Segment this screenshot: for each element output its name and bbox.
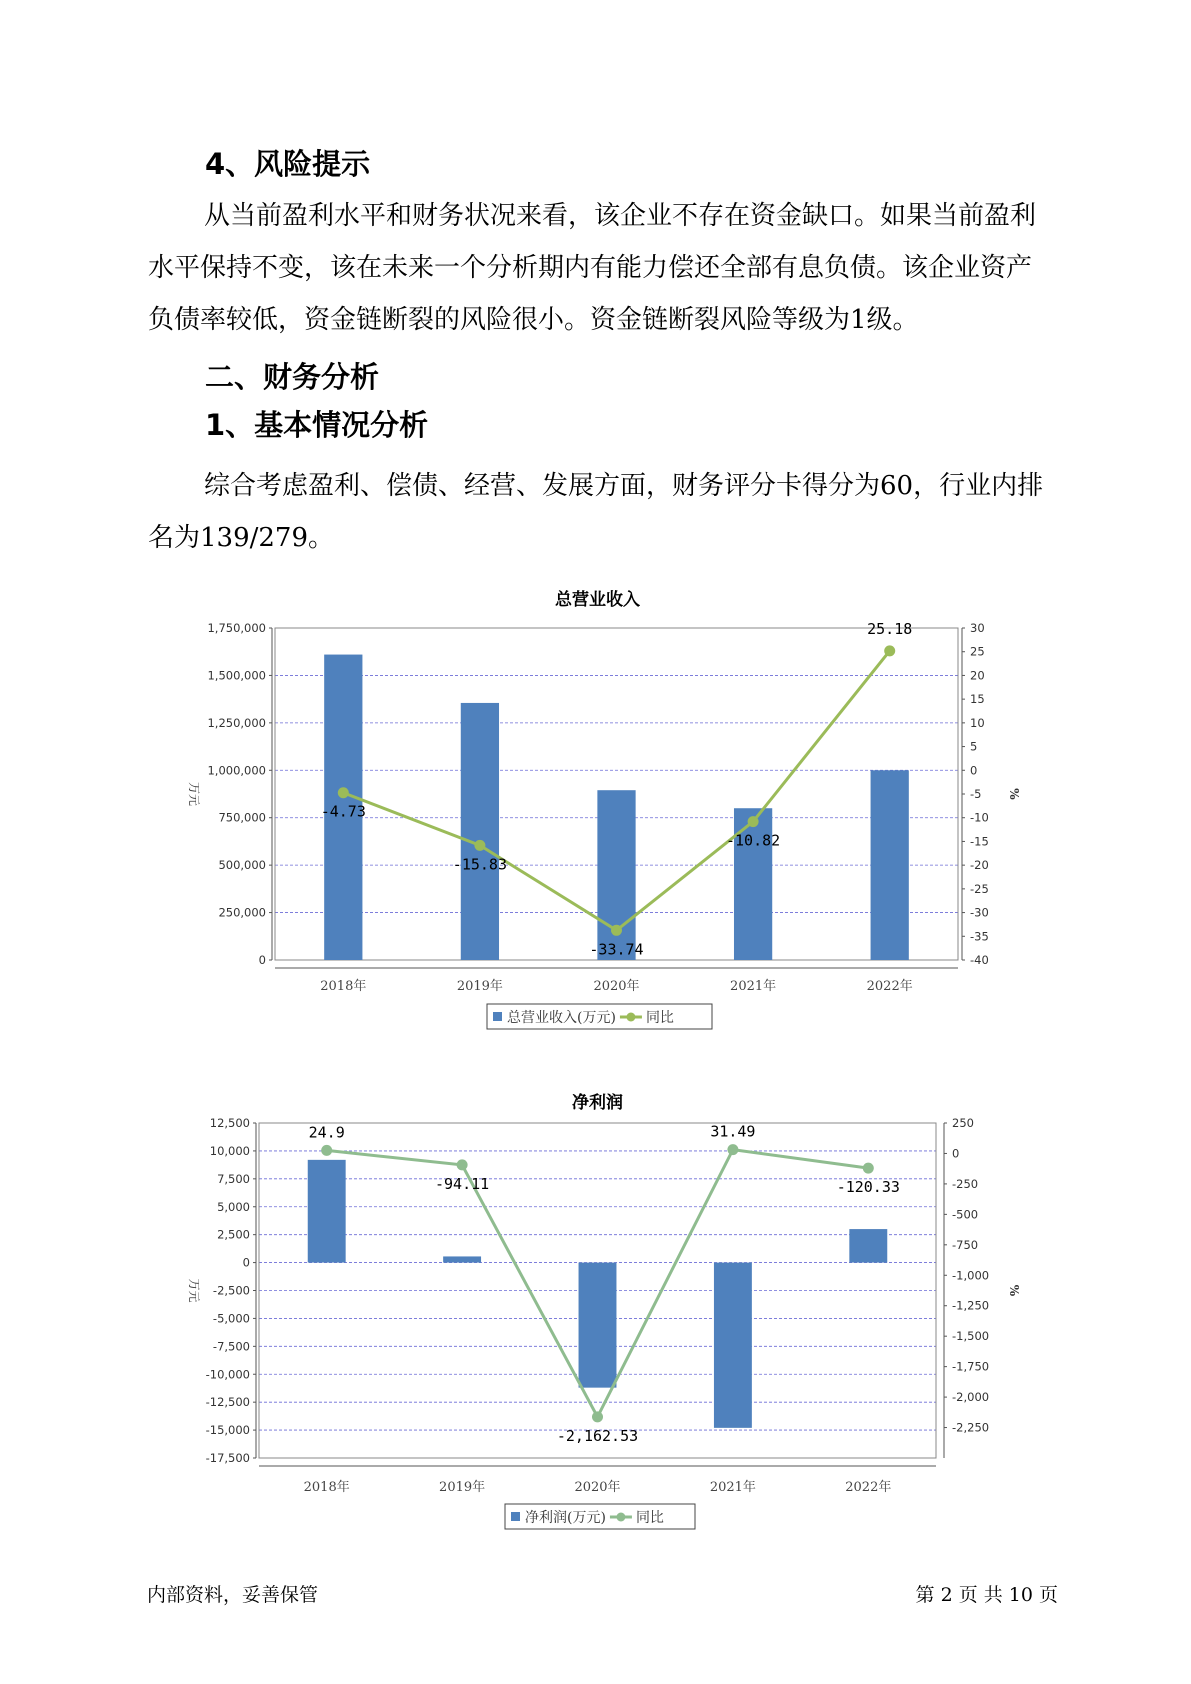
c1-x-tick-label: 2019年: [456, 979, 503, 994]
c2-left-tick-label: -12,500: [205, 1395, 250, 1410]
risk-paragraph: 从当前盈利水平和财务状况来看，该企业不存在资金缺口。如果当前盈利水平保持不变，该在未来一个分析期内有能力偿还全部有息负债。该企业资产负债率较低，资金链断裂的风险很小。资金链断裂风险等级为1级。: [148, 201, 1037, 335]
c1-right-tick-label: 30: [970, 621, 985, 635]
c2-left-tick-label: 7,500: [217, 1171, 250, 1186]
c2-right-tick-label: -250: [952, 1176, 979, 1191]
c1-yoy-point: [474, 840, 485, 851]
c1-right-tick-label: 20: [970, 668, 985, 683]
chart2-title: 净利润: [572, 1093, 623, 1113]
c2-x-tick-label: 2019年: [439, 1480, 486, 1495]
c2-right-tick-label: -500: [952, 1207, 979, 1222]
c2-left-tick-label: -15,000: [205, 1423, 250, 1438]
c1-yoy-data-label: -33.74: [589, 940, 644, 959]
c2-yoy-data-label: -94.11: [435, 1174, 490, 1193]
c2-left-tick-label: -17,500: [205, 1451, 250, 1465]
c1-left-tick-label: 750,000: [218, 810, 266, 825]
c1-left-tick-label: 250,000: [218, 905, 266, 920]
c1-yoy-data-label: -10.82: [726, 831, 781, 850]
c2-left-tick-label: 0: [242, 1255, 250, 1270]
c2-left-tick-label: -2,500: [212, 1283, 250, 1298]
c2-right-tick-label: 0: [952, 1146, 960, 1161]
c2-left-tick-label: -7,500: [212, 1339, 250, 1354]
c1-legend-line-marker: [626, 1013, 635, 1022]
c1-right-tick-label: -40: [970, 953, 989, 967]
c2-left-tick-label: 12,500: [209, 1116, 250, 1130]
c1-right-tick-label: -25: [970, 881, 989, 896]
c2-yoy-data-label: 31.49: [710, 1122, 756, 1141]
c2-legend-line-label: 同比: [635, 1510, 664, 1526]
c2-yoy-point: [457, 1159, 468, 1170]
c2-left-tick-label: -5,000: [212, 1311, 250, 1326]
c1-bar: [461, 703, 499, 960]
c2-left-tick-label: 10,000: [209, 1143, 250, 1158]
c2-legend-bar-label: 净利润(万元): [525, 1510, 606, 1526]
c1-right-tick-label: 15: [970, 692, 985, 707]
c2-right-tick-label: -2,250: [952, 1420, 990, 1435]
c2-right-tick-label: 250: [952, 1116, 974, 1130]
c2-yoy-point: [592, 1411, 603, 1422]
c1-right-unit-label: %: [1007, 788, 1021, 800]
c2-left-tick-label: 2,500: [217, 1227, 250, 1242]
c2-right-tick-label: -1,250: [952, 1298, 990, 1313]
c2-x-tick-label: 2020年: [574, 1480, 621, 1495]
c1-left-tick-label: 1,750,000: [207, 621, 266, 635]
c2-right-unit-label: %: [1007, 1284, 1021, 1297]
c1-left-tick-label: 0: [258, 953, 266, 967]
c1-bar: [871, 770, 909, 960]
c2-bar: [308, 1160, 346, 1263]
risk-heading: 4、风险提示: [205, 147, 371, 181]
c2-yoy-point: [727, 1144, 738, 1155]
c1-right-tick-label: -15: [970, 834, 989, 849]
c2-bar: [443, 1256, 481, 1262]
c2-legend-bar-swatch: [511, 1512, 520, 1521]
c1-yoy-point: [748, 816, 759, 827]
c2-x-tick-label: 2022年: [845, 1480, 892, 1495]
c1-x-tick-label: 2018年: [320, 979, 367, 994]
c1-yoy-point: [611, 925, 622, 936]
c1-legend-bar-label: 总营业收入(万元): [507, 1010, 616, 1026]
c1-right-tick-label: 25: [970, 644, 985, 659]
c1-yoy-point: [338, 787, 349, 798]
c1-yoy-data-label: 25.18: [867, 619, 913, 638]
c1-left-tick-label: 1,250,000: [207, 715, 266, 730]
c1-left-tick-label: 500,000: [218, 858, 266, 873]
c1-right-tick-label: -35: [970, 929, 989, 944]
c1-right-tick-label: -5: [970, 787, 982, 801]
c2-x-tick-label: 2021年: [709, 1480, 756, 1495]
c2-bar: [579, 1263, 617, 1388]
c2-legend-line-marker: [616, 1513, 625, 1522]
c2-right-tick-label: -2,000: [952, 1390, 990, 1405]
c2-bar: [849, 1229, 887, 1263]
c2-yoy-data-label: -2,162.53: [556, 1426, 639, 1445]
c1-yoy-data-label: -15.83: [452, 855, 507, 874]
c1-right-tick-label: 0: [970, 763, 978, 778]
c1-left-unit-label: 万元: [187, 781, 201, 807]
c2-yoy-point: [863, 1163, 874, 1174]
c1-x-tick-label: 2020年: [593, 979, 640, 994]
finance-heading: 二、财务分析: [205, 360, 380, 394]
c1-right-tick-label: 10: [970, 715, 985, 730]
c2-right-tick-label: -1,000: [952, 1268, 990, 1283]
c1-legend-line-label: 同比: [645, 1010, 674, 1026]
c2-left-tick-label: 5,000: [217, 1199, 250, 1214]
c1-left-tick-label: 1,000,000: [207, 763, 266, 778]
c1-left-tick-label: 1,500,000: [207, 668, 266, 683]
c1-yoy-data-label: -4.73: [320, 802, 366, 821]
c2-right-tick-label: -750: [952, 1237, 979, 1252]
c2-yoy-point: [321, 1145, 332, 1156]
c1-right-tick-label: -30: [970, 905, 989, 920]
c2-left-tick-label: -10,000: [205, 1367, 250, 1382]
c2-left-unit-label: 万元: [187, 1278, 201, 1303]
footer-page-number: 第 2 页 共 10 页: [915, 1584, 1058, 1606]
c1-yoy-point: [884, 645, 895, 656]
c1-x-tick-label: 2021年: [730, 979, 777, 994]
basic-analysis-paragraph: 综合考虑盈利、偿债、经营、发展方面，财务评分卡得分为60，行业内排名为139/279。: [148, 471, 1044, 553]
c2-yoy-data-label: 24.9: [308, 1123, 345, 1142]
c2-bar: [714, 1263, 752, 1428]
c2-x-tick-label: 2018年: [303, 1480, 350, 1495]
c1-right-tick-label: -20: [970, 858, 989, 873]
chart1-title: 总营业收入: [555, 590, 640, 610]
c1-right-tick-label: 5: [970, 739, 978, 754]
c2-yoy-data-label: -120.33: [836, 1178, 900, 1197]
c2-right-tick-label: -1,750: [952, 1359, 990, 1374]
c2-right-tick-label: -1,500: [952, 1329, 990, 1344]
basic-analysis-heading: 1、基本情况分析: [205, 408, 429, 442]
c1-x-tick-label: 2022年: [866, 979, 913, 994]
footer-confidential: 内部资料，妥善保管: [147, 1584, 319, 1606]
c1-right-tick-label: -10: [970, 810, 989, 825]
c1-legend-bar-swatch: [493, 1012, 502, 1021]
